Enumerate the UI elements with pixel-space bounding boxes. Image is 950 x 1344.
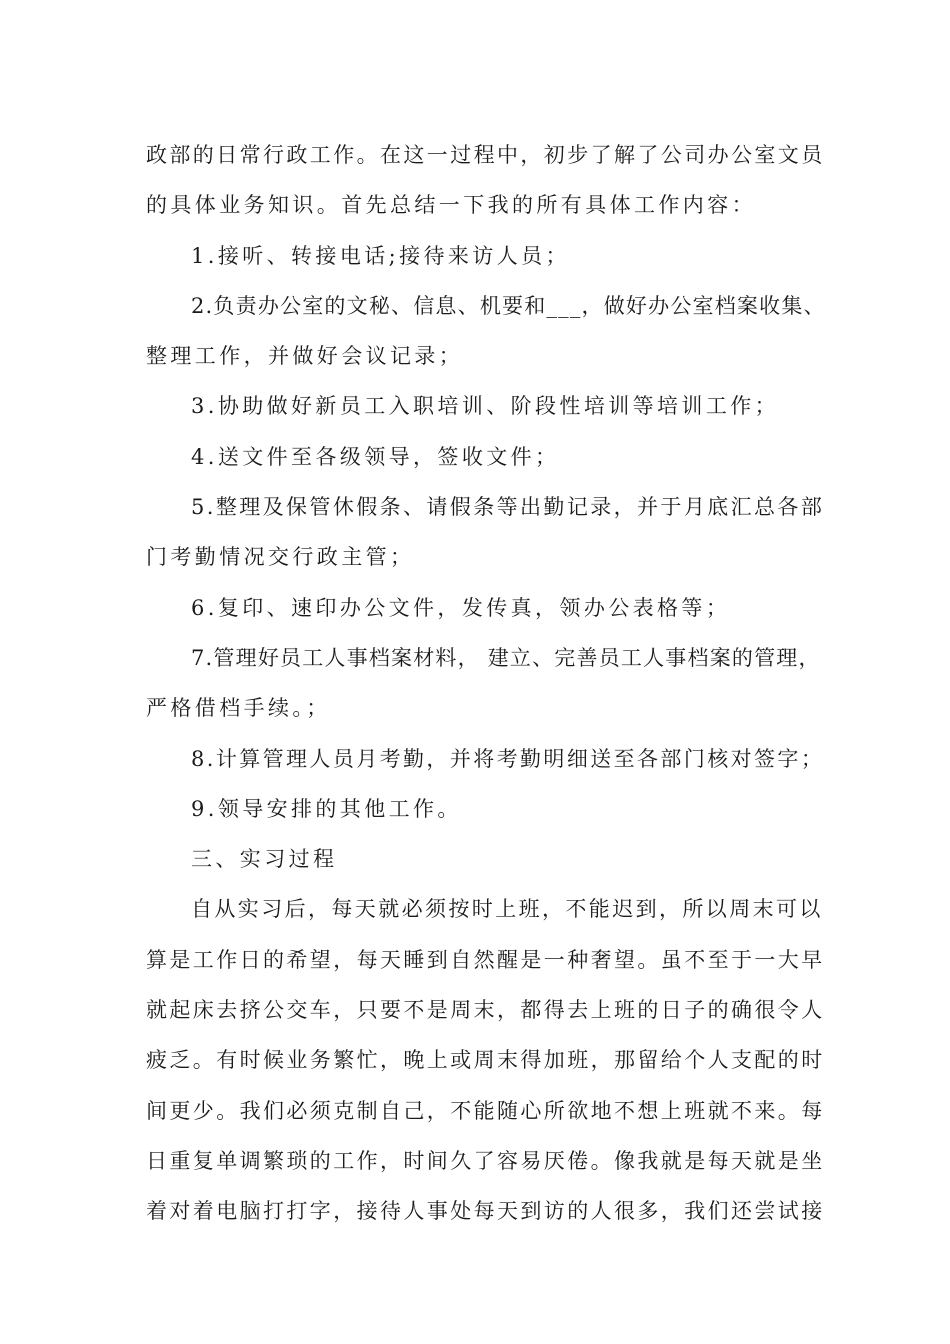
paragraph-line-2: 算是工作日的希望，每天睡到自然醒是一种奢望。虽不至于一大早 <box>146 947 825 972</box>
list-item-7: 7.管理好员工人事档案材料， 建立、完善员工人事档案的管理， <box>191 645 821 670</box>
list-item-4: 4.送文件至各级领导，签收文件； <box>191 444 560 469</box>
text-line-2: 的具体业务知识。首先总结一下我的所有具体工作内容： <box>146 193 756 218</box>
list-item-2-continued: 整理工作，并做好会议记录； <box>146 344 464 369</box>
list-item-9: 9.领导安排的其他工作。 <box>191 796 462 821</box>
paragraph-line-4: 疲乏。有时候业务繁忙，晚上或周末得加班，那留给个人支配的时 <box>146 1048 825 1073</box>
paragraph-line-7: 着对着电脑打打字，接待人事处每天到访的人很多，我们还尝试接 <box>146 1199 825 1224</box>
list-item-3: 3.协助做好新员工入职培训、阶段性培训等培训工作； <box>191 394 780 419</box>
list-item-5: 5.整理及保管休假条、请假条等出勤记录，并于月底汇总各部 <box>191 495 825 520</box>
list-item-5-continued: 门考勤情况交行政主管； <box>146 545 415 570</box>
section-heading: 三、实习过程 <box>191 847 338 872</box>
list-item-8: 8.计算管理人员月考勤，并将考勤明细送至各部门核对签字； <box>191 746 825 771</box>
text-line-1: 政部的日常行政工作。在这一过程中，初步了解了公司办公室文员 <box>146 143 825 167</box>
list-item-7-continued: 严格借档手续。； <box>146 696 331 721</box>
body-text <box>146 130 826 1237</box>
list-item-2: 2.负责办公室的文秘、信息、机要和___，做好办公室档案收集、 <box>191 293 826 318</box>
paragraph-line-3: 就起床去挤公交车，只要不是周末，都得去上班的日子的确很令人 <box>146 998 825 1023</box>
list-item-6: 6.复印、速印办公文件，发传真，领办公表格等； <box>191 595 731 620</box>
paragraph-line-6: 日重复单调繁琐的工作，时间久了容易厌倦。像我就是每天就是坐 <box>146 1148 825 1173</box>
list-item-1: 1.接听、转接电话;接待来访人员； <box>191 243 570 268</box>
paragraph-line-5: 间更少。我们必须克制自己，不能随心所欲地不想上班就不来。每 <box>146 1098 825 1123</box>
paragraph-line-1: 自从实习后，每天就必须按时上班，不能迟到，所以周末可以 <box>191 897 823 922</box>
